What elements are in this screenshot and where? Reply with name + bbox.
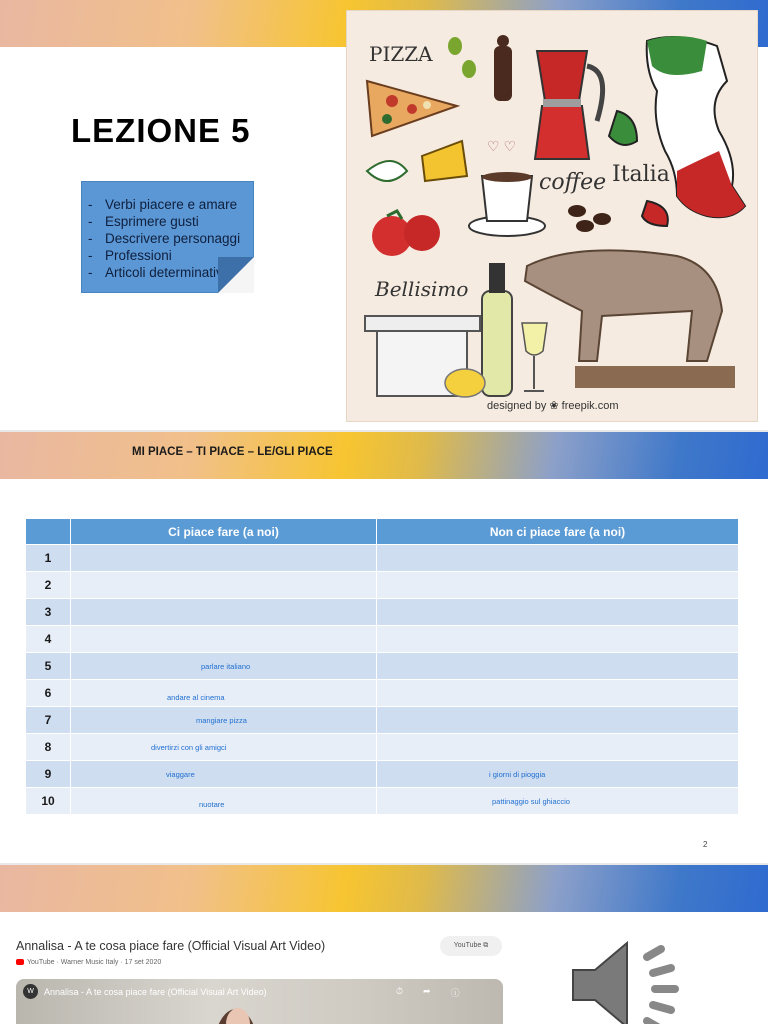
lemon-icon bbox=[445, 369, 485, 397]
likes-cell[interactable]: divertirzi con gli amigci bbox=[71, 734, 377, 760]
dislikes-cell[interactable]: i giorni di pioggia bbox=[377, 761, 739, 787]
table-row bbox=[26, 707, 739, 733]
open-youtube-label: YouTube bbox=[453, 942, 482, 949]
topic-item: - Esprimere gusti bbox=[88, 213, 253, 230]
basil-leaf-icon bbox=[367, 161, 407, 181]
row-number: 2 bbox=[26, 572, 71, 598]
likes-cell[interactable]: nuotare bbox=[71, 788, 377, 814]
preferences-table bbox=[26, 518, 739, 815]
slide-2 bbox=[0, 432, 768, 863]
table-row bbox=[26, 761, 739, 787]
external-link-icon: ⧉ bbox=[483, 942, 489, 949]
video-meta-text: YouTube · Warner Music Italy · 17 set 2020 bbox=[27, 959, 162, 966]
open-youtube-button[interactable] bbox=[440, 936, 502, 956]
likes-cell[interactable]: andare al cinema bbox=[71, 680, 377, 706]
slide-1 bbox=[0, 0, 768, 430]
italia-label: Italia bbox=[612, 162, 670, 187]
video-meta bbox=[16, 959, 161, 966]
dislikes-cell[interactable] bbox=[377, 653, 739, 679]
likes-cell[interactable] bbox=[71, 626, 377, 652]
slide-heading: MI PIACE – TI PIACE – LE/GLI PIACE bbox=[132, 446, 333, 458]
dislikes-cell[interactable] bbox=[377, 599, 739, 625]
row-number: 9 bbox=[26, 761, 71, 787]
pizza-slice-icon bbox=[367, 81, 457, 136]
note-folded-corner bbox=[218, 257, 254, 293]
topic-item: - Articoli determinativi bbox=[88, 264, 253, 281]
she-wolf-statue-icon bbox=[525, 250, 735, 388]
row-number: 8 bbox=[26, 734, 71, 760]
topic-item: - Professioni bbox=[88, 247, 253, 264]
italy-illustration bbox=[346, 10, 758, 422]
watch-later-icon[interactable]: ⏱ bbox=[396, 986, 404, 996]
dislikes-cell[interactable] bbox=[377, 734, 739, 760]
audio-speaker-icon[interactable] bbox=[565, 935, 690, 1024]
likes-cell[interactable] bbox=[71, 572, 377, 598]
table-header-num bbox=[26, 519, 71, 544]
cheese-icon bbox=[422, 141, 467, 181]
topic-item: - Descrivere personaggi bbox=[88, 230, 253, 247]
table-row bbox=[26, 788, 739, 814]
thumbnail-title: Annalisa - A te cosa piace fare (Official Visual Art Video) bbox=[44, 987, 267, 997]
dislikes-cell[interactable] bbox=[377, 545, 739, 571]
dislikes-cell[interactable] bbox=[377, 626, 739, 652]
warner-music-logo-icon: W bbox=[23, 984, 38, 999]
pizza-label: PIZZA bbox=[369, 42, 433, 66]
dislikes-cell[interactable] bbox=[377, 707, 739, 733]
table-header-dislikes: Non ci piace fare (a noi) bbox=[377, 519, 739, 544]
table-row bbox=[26, 599, 739, 625]
row-number: 3 bbox=[26, 599, 71, 625]
pepper-mill-icon bbox=[494, 35, 512, 101]
olives-icon bbox=[448, 37, 476, 78]
dislikes-cell[interactable] bbox=[377, 572, 739, 598]
video-thumbnail[interactable] bbox=[16, 979, 503, 1024]
bellissimo-label: Bellisimo bbox=[375, 277, 469, 301]
tomatoes-icon bbox=[372, 211, 440, 256]
row-number: 7 bbox=[26, 707, 71, 733]
table-row bbox=[26, 572, 739, 598]
poster-credit: designed by ❀ freepik.com bbox=[487, 400, 619, 412]
coffee-label: coffee bbox=[539, 170, 607, 195]
table-row bbox=[26, 734, 739, 760]
row-number: 4 bbox=[26, 626, 71, 652]
table-row bbox=[26, 680, 739, 706]
gradient-header-bar bbox=[0, 865, 768, 912]
oil-bottle-icon bbox=[482, 263, 512, 396]
italy-map-icon bbox=[609, 36, 745, 226]
lesson-title: LEZIONE 5 bbox=[71, 112, 251, 149]
row-number: 6 bbox=[26, 680, 71, 706]
likes-cell[interactable] bbox=[71, 599, 377, 625]
coffee-cup-icon bbox=[469, 172, 545, 236]
italy-illustration-art bbox=[347, 11, 759, 423]
table-header-likes: Ci piace fare (a noi) bbox=[71, 519, 377, 544]
table-row bbox=[26, 545, 739, 571]
likes-cell[interactable]: mangiare pizza bbox=[71, 707, 377, 733]
thumbnail-art bbox=[16, 979, 503, 1024]
likes-cell[interactable]: parlare italiano bbox=[71, 653, 377, 679]
slide-3 bbox=[0, 865, 768, 1024]
likes-cell[interactable] bbox=[71, 545, 377, 571]
gradient-header-bar bbox=[0, 432, 768, 479]
topic-item: - Verbi piacere e amare bbox=[88, 196, 253, 213]
row-number: 10 bbox=[26, 788, 71, 814]
likes-cell[interactable]: viaggare bbox=[71, 761, 377, 787]
wine-glass-icon bbox=[522, 323, 547, 391]
youtube-embed[interactable] bbox=[0, 929, 510, 1024]
topics-note bbox=[81, 181, 254, 293]
table-row bbox=[26, 626, 739, 652]
dislikes-cell[interactable] bbox=[377, 680, 739, 706]
video-title[interactable]: Annalisa - A te cosa piace fare (Official Visual Art Video) bbox=[16, 939, 326, 953]
table-row bbox=[26, 653, 739, 679]
share-icon[interactable]: ➦ bbox=[423, 986, 431, 996]
dislikes-cell[interactable]: pattinaggio sul ghiaccio bbox=[377, 788, 739, 814]
page-number: 2 bbox=[703, 840, 708, 849]
coffee-beans-icon bbox=[568, 205, 611, 232]
youtube-logo-icon bbox=[16, 959, 24, 965]
row-number: 1 bbox=[26, 545, 71, 571]
row-number: 5 bbox=[26, 653, 71, 679]
moka-pot-icon bbox=[535, 51, 603, 159]
info-icon[interactable]: ⓘ bbox=[450, 988, 460, 998]
hearts-icon: ♡ ♡ bbox=[487, 138, 516, 154]
